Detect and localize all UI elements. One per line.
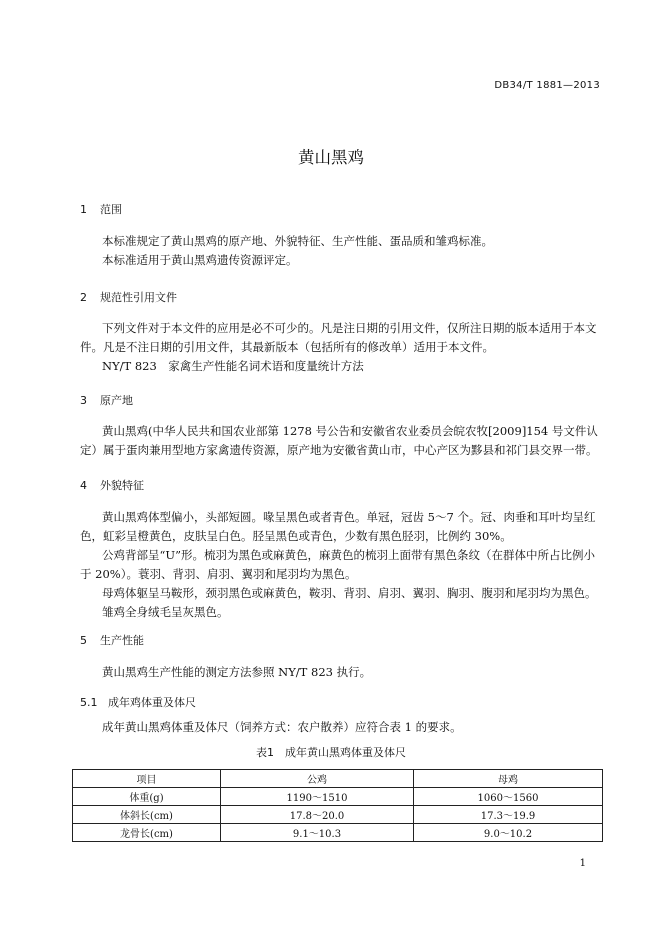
paragraph-line: 黄山黑鸡体型偏小，头部短圆。喙呈黑色或者青色。单冠，冠齿 5～7 个。冠、肉垂和耳叶均呈红 bbox=[102, 510, 596, 524]
table-caption: 表1 成年黄山黑鸡体重及体尺 bbox=[256, 746, 406, 759]
paragraph-line: 黄山黑鸡(中华人民共和国农业部第 1278 号公告和安徽省农业委员会皖农牧[2009]154 号文件认 bbox=[102, 424, 598, 438]
paragraph-line: 件。凡是不注日期的引用文件，其最新版本（包括所有的修改单）适用于本文件。 bbox=[80, 340, 494, 354]
standard-number: DB34/T 1881—2013 bbox=[494, 80, 600, 91]
section-title: 范围 bbox=[100, 203, 122, 216]
section-2-heading bbox=[80, 289, 177, 305]
paragraph-line: 色，虹彩呈橙黄色，皮肤呈白色。胫呈黑色或青色，少数有黑色胫羽，比例约 30%。 bbox=[80, 529, 512, 543]
section-4-body bbox=[80, 508, 600, 622]
table-header-row bbox=[73, 770, 603, 788]
paragraph-line: 公鸡背部呈“U”形。梳羽为黑色或麻黄色，麻黄色的梳羽上面带有黑色条纹（在群体中所占比例小 bbox=[102, 548, 595, 562]
section-title: 外貌特征 bbox=[100, 479, 144, 492]
paragraph: 黄山黑鸡生产性能的测定方法参照 NY/T 823 执行。 bbox=[102, 665, 372, 679]
table-cell: 1190～1510 bbox=[221, 788, 414, 806]
normative-reference: NY/T 823 家禽生产性能名词术语和度量统计方法 bbox=[102, 359, 364, 373]
subsection-5-1-body bbox=[80, 718, 600, 737]
table-cell: 9.0～10.2 bbox=[414, 824, 603, 842]
header-cell: 公鸡 bbox=[221, 770, 414, 788]
section-number: 4 bbox=[80, 479, 87, 492]
paragraph: 母鸡体躯呈马鞍形，颈羽黑色或麻黄色，鞍羽、背羽、肩羽、翼羽、胸羽、腹羽和尾羽均为黑色。 bbox=[102, 586, 597, 600]
paragraph: 成年黄山黑鸡体重及体尺（饲养方式：农户散养）应符合表 1 的要求。 bbox=[102, 720, 462, 734]
section-3-body bbox=[80, 422, 600, 460]
section-1-body bbox=[80, 232, 600, 270]
paragraph-line: 下列文件对于本文件的应用是必不可少的。凡是注日期的引用文件，仅所注日期的版本适用于本文 bbox=[102, 321, 597, 335]
paragraph: 本标准规定了黄山黑鸡的原产地、外貌特征、生产性能、蛋品质和雏鸡标准。 bbox=[102, 234, 493, 248]
section-title: 规范性引用文件 bbox=[100, 291, 177, 304]
table-cell: 1060～1560 bbox=[414, 788, 603, 806]
table-cell: 龙骨长(cm) bbox=[73, 824, 221, 842]
paragraph-line: 定）属于蛋肉兼用型地方家禽遗传资源，原产地为安徽省黄山市，中心产区为黟县和祁门县交界一带。 bbox=[80, 443, 598, 457]
section-title: 成年鸡体重及体尺 bbox=[108, 696, 196, 709]
paragraph-line: 于 20%）。蓑羽、背羽、肩羽、翼羽和尾羽均为黑色。 bbox=[80, 567, 357, 581]
header-cell: 母鸡 bbox=[414, 770, 603, 788]
document-title: 黄山黑鸡 bbox=[298, 148, 364, 167]
section-number: 2 bbox=[80, 291, 87, 304]
section-4-heading bbox=[80, 477, 144, 493]
header-cell: 项目 bbox=[73, 770, 221, 788]
section-title: 原产地 bbox=[100, 394, 133, 407]
section-number: 5.1 bbox=[80, 696, 98, 709]
table-cell: 体重(g) bbox=[73, 788, 221, 806]
table-row bbox=[73, 788, 603, 806]
section-5-heading bbox=[80, 632, 144, 648]
section-number: 3 bbox=[80, 394, 87, 407]
section-5-body bbox=[80, 663, 600, 682]
section-2-body bbox=[80, 319, 600, 376]
paragraph: 雏鸡全身绒毛呈灰黑色。 bbox=[102, 605, 229, 619]
section-number: 1 bbox=[80, 203, 87, 216]
subsection-5-1-heading bbox=[80, 694, 196, 710]
table-cell: 17.8～20.0 bbox=[221, 806, 414, 824]
table-row bbox=[73, 824, 603, 842]
section-1-heading bbox=[80, 201, 122, 217]
section-3-heading bbox=[80, 392, 133, 408]
table-row bbox=[73, 806, 603, 824]
table-cell: 体斜长(cm) bbox=[73, 806, 221, 824]
section-title: 生产性能 bbox=[100, 634, 144, 647]
table-cell: 17.3～19.9 bbox=[414, 806, 603, 824]
section-number: 5 bbox=[80, 634, 87, 647]
data-table bbox=[72, 769, 603, 842]
table-cell: 9.1～10.3 bbox=[221, 824, 414, 842]
paragraph: 本标准适用于黄山黑鸡遗传资源评定。 bbox=[102, 253, 298, 267]
page-number: 1 bbox=[579, 858, 586, 869]
